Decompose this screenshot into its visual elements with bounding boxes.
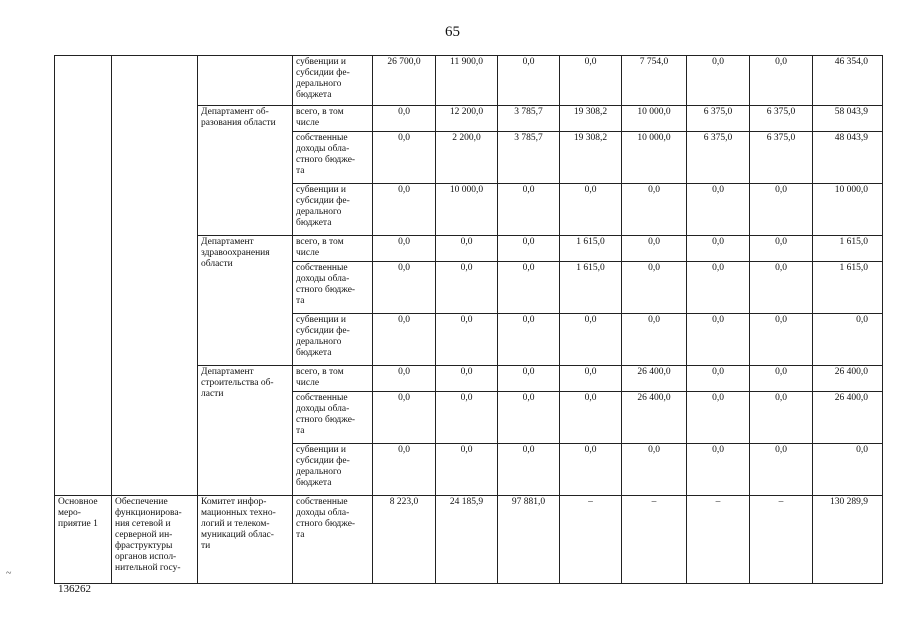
activity-cell-line: органов испол-	[115, 552, 177, 562]
value-cell: 0,0	[560, 184, 622, 236]
value-cell: 97 881,0	[498, 496, 560, 584]
activity-cell-line: функционирова-	[115, 508, 182, 518]
activity-cell-line: ния сетевой и	[115, 519, 171, 529]
value-cell: –	[687, 496, 750, 584]
value-cell: 0,0	[560, 444, 622, 496]
funding-source-cell-line: бюджета	[296, 90, 332, 100]
value-cell: 0,0	[622, 184, 687, 236]
value-cell: 0,0	[750, 314, 813, 366]
funding-source-cell-line: доходы обла-	[296, 274, 350, 284]
value-cell: 0,0	[687, 444, 750, 496]
value-cell: 0,0	[560, 314, 622, 366]
funding-source-cell-line: доходы обла-	[296, 404, 350, 414]
executor-cell-line: Департамент об-	[201, 107, 269, 117]
funding-source-cell-line: собственные	[296, 497, 348, 507]
executor-cell	[198, 366, 293, 496]
activity-cell-line: серверной ин-	[115, 530, 173, 540]
budget-table	[54, 55, 883, 584]
funding-source-cell-line: стного бюдже-	[296, 285, 356, 295]
funding-source-cell-line: собственные	[296, 133, 348, 143]
funding-source-cell	[293, 392, 373, 444]
funding-source-cell-line: стного бюдже-	[296, 155, 356, 165]
funding-source-cell-line: всего, в том	[296, 107, 344, 117]
value-cell: 0,0	[373, 392, 436, 444]
funding-source-cell-line: та	[296, 166, 305, 176]
value-cell: 0,0	[498, 236, 560, 262]
executor-cell-line: Комитет инфор-	[201, 497, 267, 507]
funding-source-cell	[293, 106, 373, 132]
measure-cell-line: меро-	[58, 508, 81, 518]
value-cell: 0,0	[687, 236, 750, 262]
value-cell: 0,0	[750, 366, 813, 392]
total-value-cell: 26 400,0	[813, 366, 883, 392]
value-cell: 1 615,0	[560, 262, 622, 314]
value-cell: –	[560, 496, 622, 584]
total-value-cell: 1 615,0	[813, 262, 883, 314]
value-cell: 0,0	[687, 184, 750, 236]
executor-cell-line: мационных техно-	[201, 508, 276, 518]
value-cell: 0,0	[498, 444, 560, 496]
funding-source-cell	[293, 366, 373, 392]
activity-cell-line: нительной госу-	[115, 563, 181, 573]
value-cell: –	[750, 496, 813, 584]
funding-source-cell-line: бюджета	[296, 478, 332, 488]
value-cell: 0,0	[373, 132, 436, 184]
funding-source-cell-line: та	[296, 296, 305, 306]
value-cell: 12 200,0	[436, 106, 498, 132]
value-cell: 0,0	[687, 366, 750, 392]
executor-cell-line: здравоохранения	[201, 248, 270, 258]
funding-source-cell	[293, 184, 373, 236]
funding-source-cell	[293, 314, 373, 366]
value-cell: 0,0	[436, 444, 498, 496]
funding-source-cell-line: та	[296, 530, 305, 540]
executor-cell	[198, 496, 293, 584]
funding-source-cell-line: субвенции и	[296, 445, 346, 455]
value-cell: 0,0	[498, 56, 560, 106]
value-cell: 0,0	[373, 314, 436, 366]
total-value-cell: 26 400,0	[813, 392, 883, 444]
table-row	[55, 496, 883, 584]
measure-cell	[55, 496, 112, 584]
value-cell: 6 375,0	[750, 132, 813, 184]
funding-source-cell-line: всего, в том	[296, 237, 344, 247]
funding-source-cell	[293, 236, 373, 262]
value-cell: 6 375,0	[687, 132, 750, 184]
funding-source-cell-line: та	[296, 426, 305, 436]
value-cell: 0,0	[560, 392, 622, 444]
funding-source-cell-line: стного бюдже-	[296, 415, 356, 425]
value-cell: 0,0	[498, 392, 560, 444]
value-cell: 0,0	[687, 262, 750, 314]
value-cell: 3 785,7	[498, 132, 560, 184]
activity-cell-line: фраструктуры	[115, 541, 173, 551]
measure-cell-line: Основное	[58, 497, 98, 507]
funding-source-cell-line: всего, в том	[296, 367, 344, 377]
value-cell: 0,0	[436, 314, 498, 366]
funding-source-cell-line: субсидии фе-	[296, 68, 350, 78]
funding-source-cell-line: числе	[296, 378, 320, 388]
measure-cell	[55, 56, 112, 496]
value-cell: 3 785,7	[498, 106, 560, 132]
total-value-cell: 1 615,0	[813, 236, 883, 262]
funding-source-cell	[293, 262, 373, 314]
value-cell: 26 400,0	[622, 392, 687, 444]
funding-source-cell-line: субвенции и	[296, 57, 346, 67]
funding-source-cell-line: числе	[296, 248, 320, 258]
funding-source-cell	[293, 496, 373, 584]
value-cell: 2 200,0	[436, 132, 498, 184]
activity-cell	[112, 496, 198, 584]
value-cell: 19 308,2	[560, 132, 622, 184]
value-cell: 10 000,0	[622, 106, 687, 132]
page-number: 65	[445, 24, 460, 40]
funding-source-cell	[293, 56, 373, 106]
value-cell: 0,0	[436, 236, 498, 262]
executor-cell-line: ласти	[201, 389, 224, 399]
value-cell: 7 754,0	[622, 56, 687, 106]
value-cell: 0,0	[750, 444, 813, 496]
funding-source-cell	[293, 132, 373, 184]
value-cell: 26 400,0	[622, 366, 687, 392]
funding-source-cell	[293, 444, 373, 496]
executor-cell-line: ти	[201, 541, 211, 551]
executor-cell	[198, 106, 293, 236]
value-cell: 10 000,0	[622, 132, 687, 184]
value-cell: 0,0	[498, 366, 560, 392]
value-cell: 0,0	[498, 262, 560, 314]
value-cell: 0,0	[373, 366, 436, 392]
value-cell: 0,0	[498, 184, 560, 236]
funding-source-cell-line: бюджета	[296, 348, 332, 358]
executor-cell	[198, 236, 293, 366]
value-cell: 10 000,0	[436, 184, 498, 236]
total-value-cell: 0,0	[813, 314, 883, 366]
value-cell: 0,0	[622, 314, 687, 366]
value-cell: 0,0	[687, 314, 750, 366]
value-cell: 0,0	[373, 184, 436, 236]
value-cell: 0,0	[436, 366, 498, 392]
value-cell: 0,0	[373, 236, 436, 262]
value-cell: 0,0	[687, 56, 750, 106]
value-cell: 0,0	[750, 392, 813, 444]
value-cell: 0,0	[750, 56, 813, 106]
total-value-cell: 10 000,0	[813, 184, 883, 236]
footer-code: 136262	[58, 583, 91, 595]
funding-source-cell-line: дерального	[296, 207, 342, 217]
executor-cell-line: муникаций облас-	[201, 530, 274, 540]
value-cell: 0,0	[560, 366, 622, 392]
executor-cell-line: Департамент	[201, 367, 254, 377]
value-cell: 24 185,9	[436, 496, 498, 584]
funding-source-cell-line: дерального	[296, 337, 342, 347]
funding-source-cell-line: дерального	[296, 467, 342, 477]
value-cell: –	[622, 496, 687, 584]
funding-source-cell-line: дерального	[296, 79, 342, 89]
value-cell: 6 375,0	[750, 106, 813, 132]
funding-source-cell-line: субсидии фе-	[296, 326, 350, 336]
value-cell: 0,0	[373, 262, 436, 314]
executor-cell-line: разования области	[201, 118, 276, 128]
value-cell: 11 900,0	[436, 56, 498, 106]
value-cell: 1 615,0	[560, 236, 622, 262]
value-cell: 0,0	[560, 56, 622, 106]
table-row	[55, 56, 883, 106]
total-value-cell: 130 289,9	[813, 496, 883, 584]
value-cell: 0,0	[750, 184, 813, 236]
funding-source-cell-line: субсидии фе-	[296, 456, 350, 466]
total-value-cell: 46 354,0	[813, 56, 883, 106]
value-cell: 0,0	[750, 236, 813, 262]
value-cell: 0,0	[622, 444, 687, 496]
executor-cell	[198, 56, 293, 106]
total-value-cell: 48 043,9	[813, 132, 883, 184]
funding-source-cell-line: субвенции и	[296, 185, 346, 195]
value-cell: 8 223,0	[373, 496, 436, 584]
measure-cell-line: приятие 1	[58, 519, 98, 529]
funding-source-cell-line: числе	[296, 118, 320, 128]
value-cell: 0,0	[373, 444, 436, 496]
funding-source-cell-line: бюджета	[296, 218, 332, 228]
executor-cell-line: строительства об-	[201, 378, 274, 388]
funding-source-cell-line: собственные	[296, 393, 348, 403]
value-cell: 26 700,0	[373, 56, 436, 106]
executor-cell-line: области	[201, 259, 233, 269]
value-cell: 6 375,0	[687, 106, 750, 132]
activity-cell-line: Обеспечение	[115, 497, 168, 507]
executor-cell-line: Департамент	[201, 237, 254, 247]
value-cell: 0,0	[498, 314, 560, 366]
funding-source-cell-line: субсидии фе-	[296, 196, 350, 206]
value-cell: 0,0	[750, 262, 813, 314]
value-cell: 0,0	[373, 106, 436, 132]
funding-source-cell-line: доходы обла-	[296, 508, 350, 518]
value-cell: 0,0	[436, 262, 498, 314]
executor-cell-line: логий и телеком-	[201, 519, 270, 529]
value-cell: 0,0	[687, 392, 750, 444]
total-value-cell: 58 043,9	[813, 106, 883, 132]
funding-source-cell-line: стного бюдже-	[296, 519, 356, 529]
total-value-cell: 0,0	[813, 444, 883, 496]
funding-source-cell-line: доходы обла-	[296, 144, 350, 154]
value-cell: 0,0	[622, 262, 687, 314]
activity-cell	[112, 56, 198, 496]
value-cell: 19 308,2	[560, 106, 622, 132]
value-cell: 0,0	[436, 392, 498, 444]
value-cell: 0,0	[622, 236, 687, 262]
funding-source-cell-line: собственные	[296, 263, 348, 273]
funding-source-cell-line: субвенции и	[296, 315, 346, 325]
scan-edge-mark: ~	[6, 568, 12, 579]
table-body	[55, 56, 883, 584]
